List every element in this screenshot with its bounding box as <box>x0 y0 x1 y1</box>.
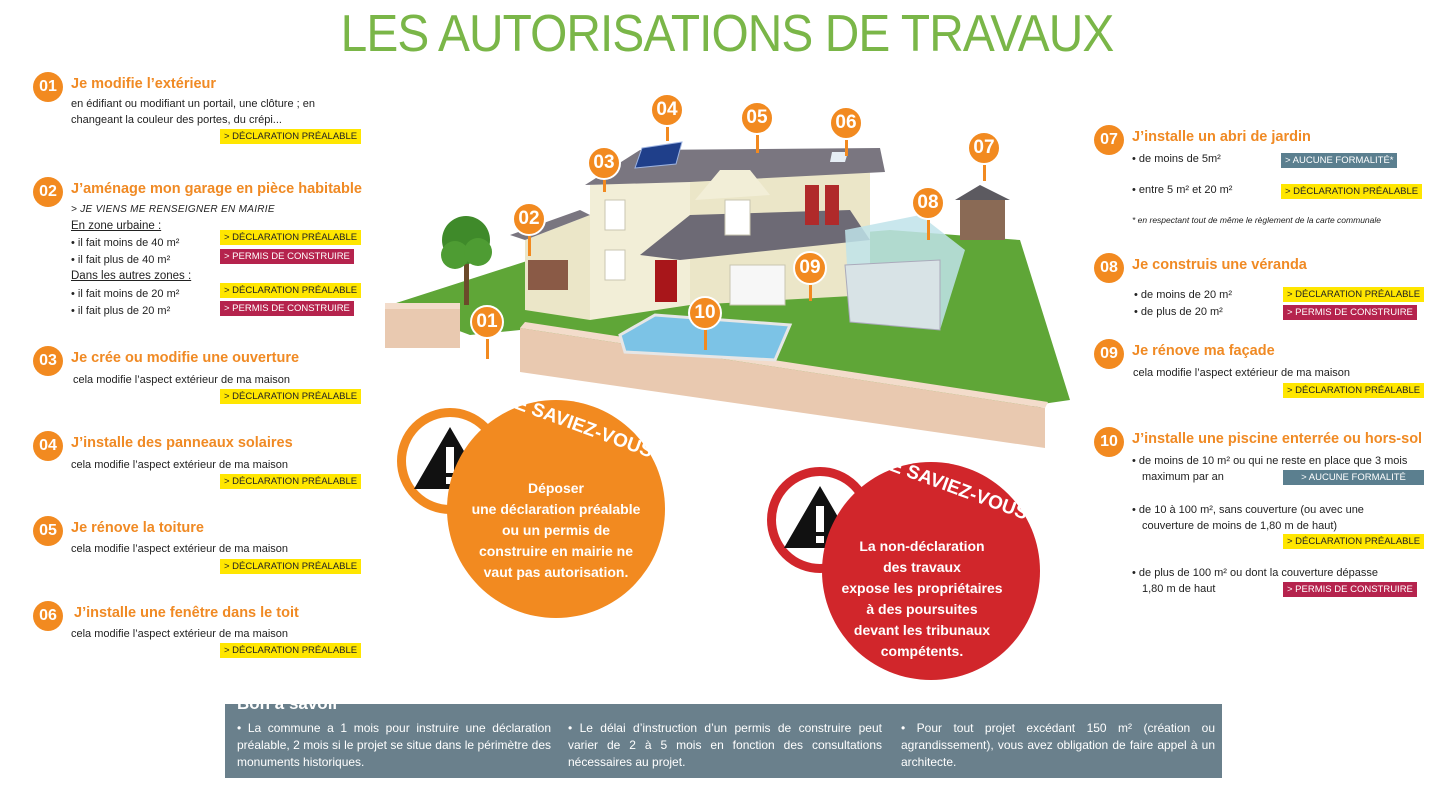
bon-a-savoir-panel <box>225 704 1222 778</box>
item-text: cela modifie l’aspect extérieur de ma maison <box>71 543 289 555</box>
zone-label: Dans les autres zones : <box>71 270 192 282</box>
item-text: • de moins de 5m² <box>1132 153 1221 165</box>
bon-col-3: • Pour tout projet excédant 150 m² (création ou agrandissement), vous avez obligation de faire appel à un architecte. <box>901 721 1215 769</box>
pin-09 <box>793 251 827 285</box>
item-text: cela modifie l’aspect extérieur de ma maison <box>73 374 291 386</box>
item-text: • de plus de 20 m² <box>1134 306 1223 318</box>
item-text: • il fait moins de 40 m² <box>71 237 180 249</box>
bubble-heading: LE SAVIEZ-VOUS ? <box>875 450 1047 531</box>
badge-permis: > PERMIS DE CONSTRUIRE <box>1283 305 1417 320</box>
item-text: • il fait plus de 40 m² <box>71 254 171 266</box>
item-number: 06 <box>33 601 63 631</box>
pin-06 <box>829 106 863 140</box>
item-title: Je rénove ma façade <box>1132 343 1275 359</box>
badge-aucune-formalite: > AUCUNE FORMALITÉ* <box>1281 153 1397 168</box>
item-text: cela modifie l’aspect extérieur de ma maison <box>71 459 289 471</box>
badge-declaration: > DÉCLARATION PRÉALABLE <box>220 474 361 489</box>
pin-07 <box>967 131 1001 165</box>
badge-aucune-formalite: > AUCUNE FORMALITÉ <box>1283 470 1424 485</box>
badge-declaration: > DÉCLARATION PRÉALABLE <box>1283 534 1424 549</box>
item-text: cela modifie l’aspect extérieur de ma maison <box>1133 367 1351 379</box>
item-number: 07 <box>1094 125 1124 155</box>
pin-number: 03 <box>587 146 621 180</box>
item-number: 08 <box>1094 253 1124 283</box>
pin-01 <box>470 305 504 339</box>
badge-declaration: > DÉCLARATION PRÉALABLE <box>1283 287 1424 302</box>
badge-permis: > PERMIS DE CONSTRUIRE <box>220 249 354 264</box>
pin-08 <box>911 186 945 220</box>
item-title: J’aménage mon garage en pièce habitable <box>71 181 362 197</box>
badge-permis: > PERMIS DE CONSTRUIRE <box>1283 582 1417 597</box>
badge-declaration: > DÉCLARATION PRÉALABLE <box>220 230 361 245</box>
item-text: • il fait plus de 20 m² <box>71 305 171 317</box>
zone-label: En zone urbaine : <box>71 220 162 232</box>
pin-number: 08 <box>911 186 945 220</box>
pin-number: 09 <box>793 251 827 285</box>
bubble-text: Déposer une déclaration préalable ou un permis de construire en mairie ne vaut pas autorisation. <box>471 480 641 580</box>
pin-number: 05 <box>740 101 774 135</box>
item-title: J’installe une piscine enterrée ou hors-sol <box>1132 431 1423 447</box>
badge-declaration: > DÉCLARATION PRÉALABLE <box>220 129 361 144</box>
item-title: J’installe une fenêtre dans le toit <box>74 605 299 621</box>
item-text: • de moins de 20 m² <box>1134 289 1233 301</box>
item-number: 04 <box>33 431 63 461</box>
badge-declaration: > DÉCLARATION PRÉALABLE <box>1283 383 1424 398</box>
item-title: J’installe des panneaux solaires <box>71 435 293 451</box>
badge-declaration: > DÉCLARATION PRÉALABLE <box>220 559 361 574</box>
item-title: J’installe un abri de jardin <box>1132 129 1311 145</box>
badge-declaration: > DÉCLARATION PRÉALABLE <box>220 643 361 658</box>
badge-declaration: > DÉCLARATION PRÉALABLE <box>220 283 361 298</box>
pin-number: 07 <box>967 131 1001 165</box>
pin-10 <box>688 296 722 330</box>
pin-05 <box>740 101 774 135</box>
item-text: en édifiant ou modifiant un portail, une clôture ; en <box>71 98 315 110</box>
pin-number: 04 <box>650 93 684 127</box>
pin-number: 10 <box>688 296 722 330</box>
item-text: cela modifie l’aspect extérieur de ma maison <box>71 628 289 640</box>
bubble-text: La non-déclaration des travaux expose les propriétaires à des poursuites devant les tribunaux compétents. <box>841 538 1003 659</box>
bubble-heading: LE SAVIEZ-VOUS ? <box>500 388 672 469</box>
item-number: 02 <box>33 177 63 207</box>
badge-declaration: > DÉCLARATION PRÉALABLE <box>220 389 361 404</box>
bon-a-savoir-title: Bon à savoir <box>237 694 340 713</box>
item-title: Je modifie l’extérieur <box>71 76 217 92</box>
item-text: changeant la couleur des portes, du crépi... <box>71 114 282 126</box>
item-number: 03 <box>33 346 63 376</box>
item-title: Je crée ou modifie une ouverture <box>71 350 300 366</box>
item-text: 1,80 m de haut <box>1142 583 1216 595</box>
item-text: maximum par an <box>1142 471 1224 483</box>
badge-declaration: > DÉCLARATION PRÉALABLE <box>1281 184 1422 199</box>
item-number: 10 <box>1094 427 1124 457</box>
pin-04 <box>650 93 684 127</box>
bon-col-1: • La commune a 1 mois pour instruire une déclaration préalable, 2 mois si le projet se situe dans le périmètre des monuments historiques. <box>237 721 551 769</box>
item-title: Je construis une véranda <box>1132 257 1307 273</box>
item-text: • il fait moins de 20 m² <box>71 288 180 300</box>
pin-03 <box>587 146 621 180</box>
pin-02 <box>512 202 546 236</box>
info-bubble-red <box>822 450 1047 680</box>
bon-col-2: • Le délai d’instruction d’un permis de construire peut varier de 2 à 5 mois en fonction des consultations nécessaires au projet. <box>568 721 882 769</box>
item-subtitle: > JE VIENS ME RENSEIGNER EN MAIRIE <box>71 204 275 215</box>
item-text: • de plus de 100 m² ou dont la couverture dépasse <box>1132 567 1379 579</box>
item-number: 05 <box>33 516 63 546</box>
page-title: LES AUTORISATIONS DE TRAVAUX <box>340 5 1114 63</box>
item-text: • entre 5 m² et 20 m² <box>1132 184 1233 196</box>
item-text: • de moins de 10 m² ou qui ne reste en place que 3 mois <box>1132 455 1408 467</box>
item-number: 09 <box>1094 339 1124 369</box>
footnote: * en respectant tout de même le règlement de la carte communale <box>1132 215 1381 225</box>
pin-number: 02 <box>512 202 546 236</box>
badge-permis: > PERMIS DE CONSTRUIRE <box>220 301 354 316</box>
item-text: couverture de moins de 1,80 m de haut) <box>1142 520 1338 532</box>
item-text: • de 10 à 100 m², sans couverture (ou avec une <box>1132 504 1364 516</box>
pin-number: 01 <box>470 305 504 339</box>
pin-number: 06 <box>829 106 863 140</box>
item-title: Je rénove la toiture <box>71 520 204 536</box>
item-number: 01 <box>33 72 63 102</box>
info-bubble-orange <box>447 388 672 618</box>
